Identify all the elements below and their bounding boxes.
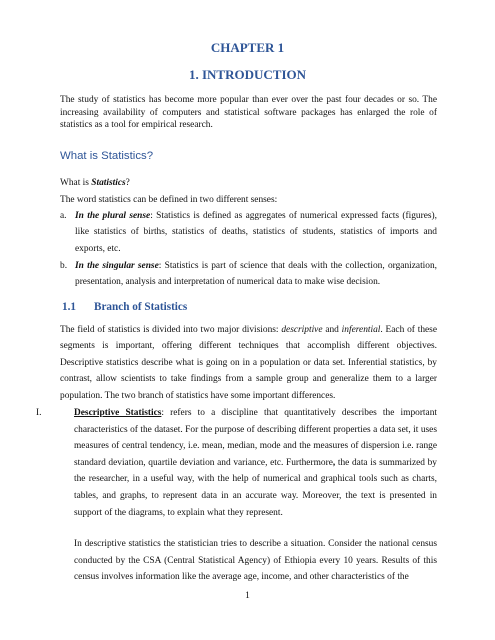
singular-sense-term: In the singular sense: [75, 261, 159, 271]
branch-and: and: [322, 325, 342, 335]
list-item-plural: [60, 208, 437, 257]
descriptive-text-2: the data is summarized by the researcher, in a useful way, with the help of numerical and graphical tools such as charts, tables, and graphs, to represent data in an accurate way. Moreover, the text is presented in support of the diagrams, to explain what they represent.: [74, 457, 437, 518]
definition-intro: The word statistics can be defined in two different senses:: [60, 195, 278, 205]
what-is-question: [60, 177, 437, 190]
section-number: 1.1: [62, 301, 76, 313]
plural-sense-term: In the plural sense: [75, 211, 151, 221]
chapter-label: CHAPTER 1: [210, 40, 285, 55]
list-marker: b.: [60, 261, 68, 271]
bold-comma: ,: [332, 457, 336, 468]
descriptive-statistics-item: [36, 405, 437, 521]
descriptive-text-1: : refers to a discipline that quantitatively describes the important characteristics of the dataset. For the purpose of describing different properties a data set, it uses measures of central tendency, i.e. mean, median, mode and the measures of dispersion i.e. range standard deviation, quartile deviation and variance, etc. Furthermore: [74, 408, 437, 468]
branch-text-2: . Each of these segments is important, offering different techniques that accomplish different objectives. Descriptive statistics describe what is going on in a population or data set. Inferential statistics, by contrast, allow scientists to take findings from a sample group and generalize them to a larger population. The two branch of statistics have some important differences.: [60, 325, 437, 401]
term-inferential: inferential: [341, 325, 381, 335]
branch-text-1: The field of statistics is divided into two major divisions:: [60, 325, 282, 335]
question-prefix: What is: [60, 178, 92, 188]
descriptive-statistics-term: Descriptive Statistics: [74, 408, 162, 418]
section-title: Branch of Statistics: [94, 301, 188, 313]
what-is-statistics-heading: What is Statistics?: [60, 150, 154, 162]
roman-marker: I.: [36, 408, 42, 418]
chapter-title: 1. INTRODUCTION: [188, 67, 306, 82]
intro-paragraph: The study of statistics has become more popular than ever over the past four decades or so. The increasing availability of computers and statistical software packages has enlarged the role of statistics as a tool for empirical research.: [60, 95, 437, 131]
section-heading-branch: [62, 301, 187, 313]
plural-sense-text: : Statistics is defined as aggregates of numerical expressed facts (figures), like statistics of births, statistics of deaths, statistics of students, statistics of imports and exports, etc.: [75, 211, 437, 254]
question-suffix: ?: [125, 178, 130, 188]
list-marker: a.: [60, 211, 67, 221]
descriptive-paragraph-2: [36, 536, 437, 586]
branch-paragraph: [60, 322, 437, 404]
term-descriptive: descriptive: [281, 325, 323, 335]
question-term: Statistics: [91, 178, 126, 188]
page-number: 1: [245, 591, 250, 601]
singular-sense-text: : Statistics is part of science that deals with the collection, organization, presentation, analysis and interpretation of numerical data to make wise decision.: [75, 261, 438, 288]
descriptive-paragraph-2-text: In descriptive statistics the statistician tries to describe a situation. Consider the national census conducted by the CSA (Central Statistical Agency) of Ethiopia every 10 years. Results of this census involves information like the average age, income, and other characteristics of the: [74, 539, 437, 583]
list-item-singular: [60, 258, 437, 291]
